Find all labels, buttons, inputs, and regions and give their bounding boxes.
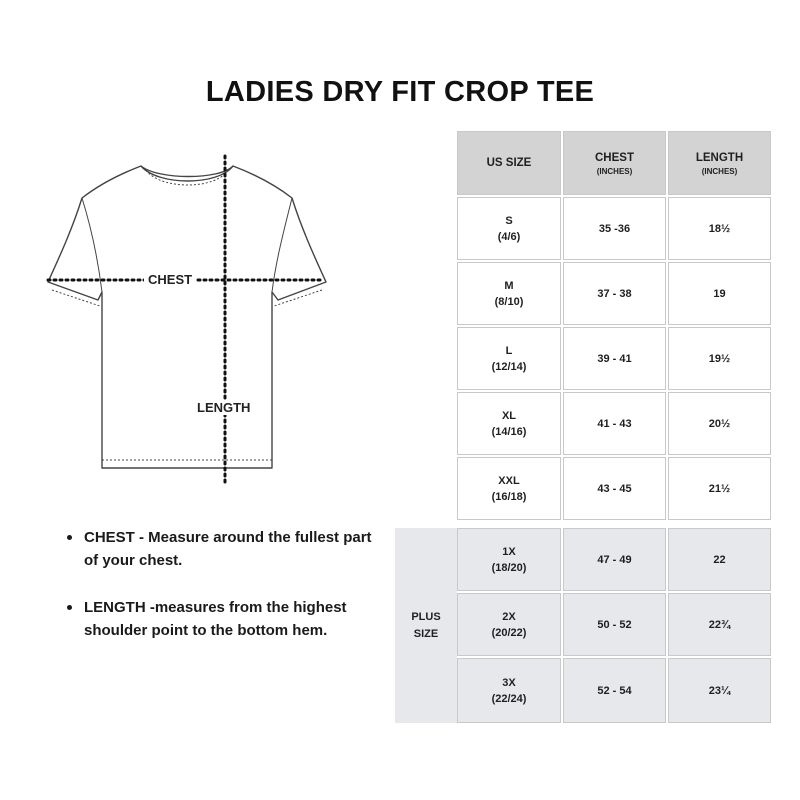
- table-row-length: 22: [668, 528, 771, 591]
- table-row-chest: 35 -36: [563, 197, 666, 260]
- table-row-chest: 39 - 41: [563, 327, 666, 390]
- table-row-size: 3X (22/24): [457, 658, 561, 723]
- table-row-length: 19½: [668, 327, 771, 390]
- plus-size-label: [395, 528, 457, 723]
- plus-label-line2: SIZE: [413, 627, 439, 640]
- table-row-length: 21½: [668, 457, 771, 520]
- table-row-chest: 47 - 49: [563, 528, 666, 591]
- tshirt-illustration: [40, 150, 340, 490]
- table-row-chest: 41 - 43: [563, 392, 666, 455]
- table-row-length: 19: [668, 262, 771, 325]
- length-label: LENGTH: [197, 400, 251, 415]
- table-row-length: 23¼: [668, 658, 771, 723]
- table-row-size: XXL (16/18): [457, 457, 561, 520]
- table-row-length: 18½: [668, 197, 771, 260]
- plus-label-line1: PLUS: [411, 610, 441, 623]
- page-title: LADIES DRY FIT CROP TEE: [205, 76, 595, 108]
- table-row-chest: 50 - 52: [563, 593, 666, 656]
- note-chest: CHEST - Measure around the fullest part of your chest.: [60, 526, 380, 572]
- header-us-size: US SIZE: [457, 131, 561, 195]
- note-length: LENGTH -measures from the highest shoulder point to the bottom hem.: [60, 596, 380, 642]
- table-row-length: 20½: [668, 392, 771, 455]
- table-row-chest: 37 - 38: [563, 262, 666, 325]
- table-row-size: M (8/10): [457, 262, 561, 325]
- table-row-size: 2X (20/22): [457, 593, 561, 656]
- measurement-notes: [60, 526, 380, 666]
- table-row-size: XL (14/16): [457, 392, 561, 455]
- chest-label: CHEST: [144, 272, 196, 287]
- table-row-length: 22¾: [668, 593, 771, 656]
- table-row-size: S (4/6): [457, 197, 561, 260]
- table-row-chest: 52 - 54: [563, 658, 666, 723]
- table-row-chest: 43 - 45: [563, 457, 666, 520]
- table-row-size: 1X (18/20): [457, 528, 561, 591]
- tee-diagram: [40, 150, 340, 490]
- header-chest: CHEST (INCHES): [563, 131, 666, 195]
- header-length: LENGTH (INCHES): [668, 131, 771, 195]
- table-row-size: L (12/14): [457, 327, 561, 390]
